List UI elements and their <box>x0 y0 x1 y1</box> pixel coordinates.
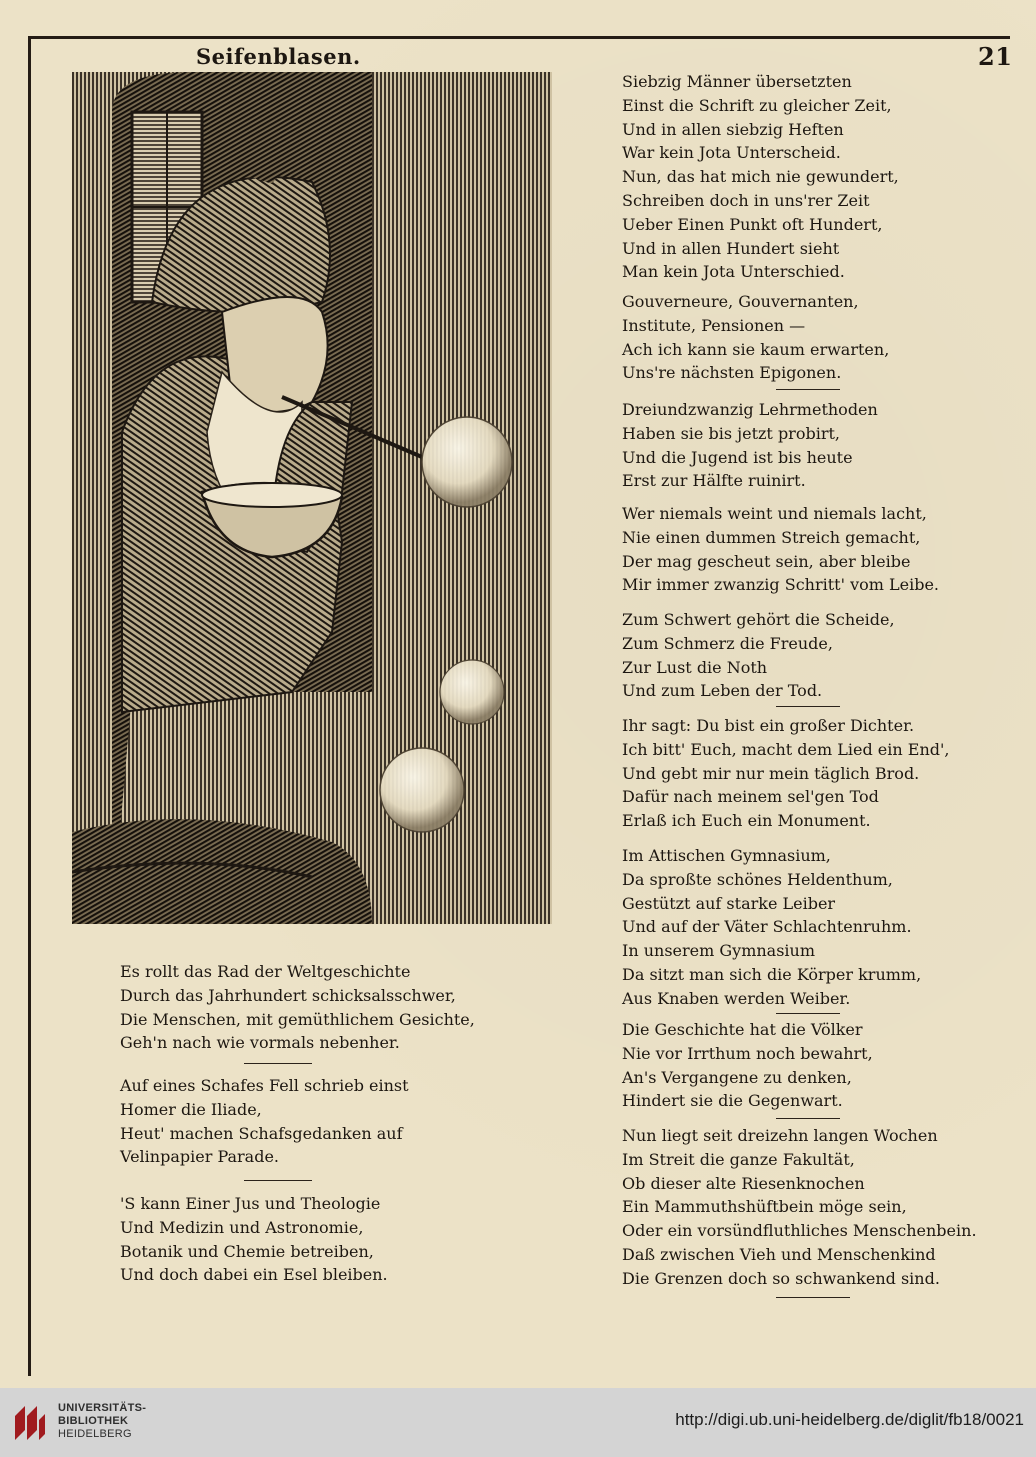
verse-line: Es rollt das Rad der Weltgeschichte <box>120 962 411 981</box>
stanza-right-5 <box>622 608 895 703</box>
verse-line: Institute, Pensionen — <box>622 315 806 335</box>
verse-line: Dreiundzwanzig Lehrmethoden <box>622 400 878 419</box>
stanza-right-1 <box>622 70 899 284</box>
university-library-logo-icon[interactable] <box>13 1402 47 1442</box>
verse-line: Und die Jugend ist bis heute <box>622 447 853 467</box>
verse-line: Dafür nach meinem sel'gen Tod <box>622 787 879 807</box>
verse-line: 'S kann Einer Jus und Theologie <box>120 1194 381 1213</box>
stanza-separator <box>776 389 840 390</box>
stanza-left-2 <box>120 1074 409 1169</box>
verse-line: Und in allen siebzig Heften <box>622 119 844 139</box>
verse-line: Die Geschichte hat die Völker <box>622 1020 863 1039</box>
stanza-separator <box>244 1063 312 1064</box>
verse-line: Durch das Jahrhundert schicksalsschwer, <box>120 985 456 1005</box>
verse-line: Geh'n nach wie vormals nebenher. <box>120 1033 400 1053</box>
stanza-right-8 <box>622 1018 873 1113</box>
stanza-right-4 <box>622 502 939 597</box>
verse-line: Aus Knaben werden Weiber. <box>622 988 851 1008</box>
verse-line: Oder ein vorsündfluthliches Menschenbein. <box>622 1221 977 1241</box>
verse-line: Und Medizin und Astronomie, <box>120 1217 364 1237</box>
verse-line: Nun liegt seit dreizehn langen Wochen <box>622 1126 938 1145</box>
verse-line: Mir immer zwanzig Schritt' vom Leibe. <box>622 575 940 595</box>
verse-line: Erlaß ich Euch ein Monument. <box>622 811 871 831</box>
stanza-left-3 <box>120 1192 388 1287</box>
verse-line: Zum Schwert gehört die Scheide, <box>622 610 895 629</box>
viewer-footer-bar <box>0 1388 1036 1457</box>
verse-line: Ihr sagt: Du bist ein großer Dichter. <box>622 716 915 735</box>
verse-line: Nun, das hat mich nie gewundert, <box>622 167 899 187</box>
page-title: Seifenblasen. <box>196 44 361 69</box>
verse-line: In unserem Gymnasium <box>622 941 816 961</box>
stanza-left-1 <box>120 960 475 1055</box>
verse-line: Zum Schmerz die Freude, <box>622 633 833 653</box>
stanza-right-7 <box>622 844 921 1011</box>
verse-line: Velinpapier Parade. <box>120 1147 280 1167</box>
verse-line: Und in allen Hundert sieht <box>622 238 840 258</box>
verse-line: Und auf der Väter Schlachtenruhm. <box>622 917 912 937</box>
stanza-separator <box>776 1013 840 1014</box>
verse-line: Da sitzt man sich die Körper krumm, <box>622 964 922 984</box>
verse-line: Ein Mammuthshüftbein möge sein, <box>622 1197 907 1217</box>
verse-line: Die Grenzen doch so schwankend sind. <box>622 1268 940 1288</box>
logo-text-line2: BIBLIOTHEK <box>58 1415 129 1427</box>
stanza-right-3 <box>622 398 878 493</box>
verse-line: Erst zur Hälfte ruinirt. <box>622 471 806 491</box>
logo-text-line3: HEIDELBERG <box>58 1428 132 1440</box>
stanza-right-6 <box>622 714 949 833</box>
stanza-separator <box>244 1180 312 1181</box>
verse-line: Zur Lust die Noth <box>622 657 768 677</box>
verse-line: Ob dieser alte Riesenknochen <box>622 1173 865 1193</box>
illustration-soap-bubble-blower <box>72 72 552 924</box>
verse-line: Nie einen dummen Streich gemacht, <box>622 527 921 547</box>
verse-line: War kein Jota Unterscheid. <box>622 143 841 163</box>
stanza-right-2 <box>622 290 889 385</box>
verse-line: Schreiben doch in uns'rer Zeit <box>622 190 870 210</box>
left-border-rule <box>28 36 31 1376</box>
verse-line: Gouverneure, Gouvernanten, <box>622 292 859 311</box>
stanza-separator <box>776 1297 850 1298</box>
verse-line: Und zum Leben der Tod. <box>622 681 823 701</box>
verse-line: Die Menschen, mit gemüthlichem Gesichte, <box>120 1009 475 1029</box>
stanza-separator <box>776 1118 840 1119</box>
stanza-right-9 <box>622 1124 977 1291</box>
verse-line: Man kein Jota Unterschied. <box>622 262 845 282</box>
verse-line: Siebzig Männer übersetzten <box>622 72 852 91</box>
verse-line: Ich bitt' Euch, macht dem Lied ein End', <box>622 739 950 759</box>
verse-line: Einst die Schrift zu gleicher Zeit, <box>622 95 892 115</box>
verse-line: Nie vor Irrthum noch bewahrt, <box>622 1043 873 1063</box>
permalink-url[interactable]: http://digi.ub.uni-heidelberg.de/diglit/fb18/0021 <box>675 1410 1024 1429</box>
stanza-separator <box>776 706 840 707</box>
verse-line: Gestützt auf starke Leiber <box>622 893 836 913</box>
verse-line: Und gebt mir nur mein täglich Brod. <box>622 763 920 783</box>
top-border-rule <box>28 36 1010 39</box>
verse-line: Wer niemals weint und niemals lacht, <box>622 504 927 523</box>
verse-line: Uns're nächsten Epigonen. <box>622 363 842 383</box>
logo-text-line1: UNIVERSITÄTS- <box>58 1402 147 1414</box>
verse-line: An's Vergangene zu denken, <box>622 1067 852 1087</box>
page-number: 21 <box>978 42 1013 71</box>
verse-line: Homer die Iliade, <box>120 1099 262 1119</box>
verse-line: Im Streit die ganze Fakultät, <box>622 1149 855 1169</box>
verse-line: Auf eines Schafes Fell schrieb einst <box>120 1076 409 1095</box>
verse-line: Heut' machen Schafsgedanken auf <box>120 1123 403 1143</box>
verse-line: Und doch dabei ein Esel bleiben. <box>120 1265 388 1285</box>
verse-line: Der mag gescheut sein, aber bleibe <box>622 551 911 571</box>
verse-line: Hindert sie die Gegenwart. <box>622 1091 843 1111</box>
verse-line: Im Attischen Gymnasium, <box>622 846 831 865</box>
verse-line: Da sproßte schönes Heldenthum, <box>622 869 893 889</box>
verse-line: Ach ich kann sie kaum erwarten, <box>622 339 890 359</box>
verse-line: Botanik und Chemie betreiben, <box>120 1241 374 1261</box>
verse-line: Haben sie bis jetzt probirt, <box>622 423 840 443</box>
verse-line: Ueber Einen Punkt oft Hundert, <box>622 214 883 234</box>
verse-line: Daß zwischen Vieh und Menschenkind <box>622 1244 936 1264</box>
